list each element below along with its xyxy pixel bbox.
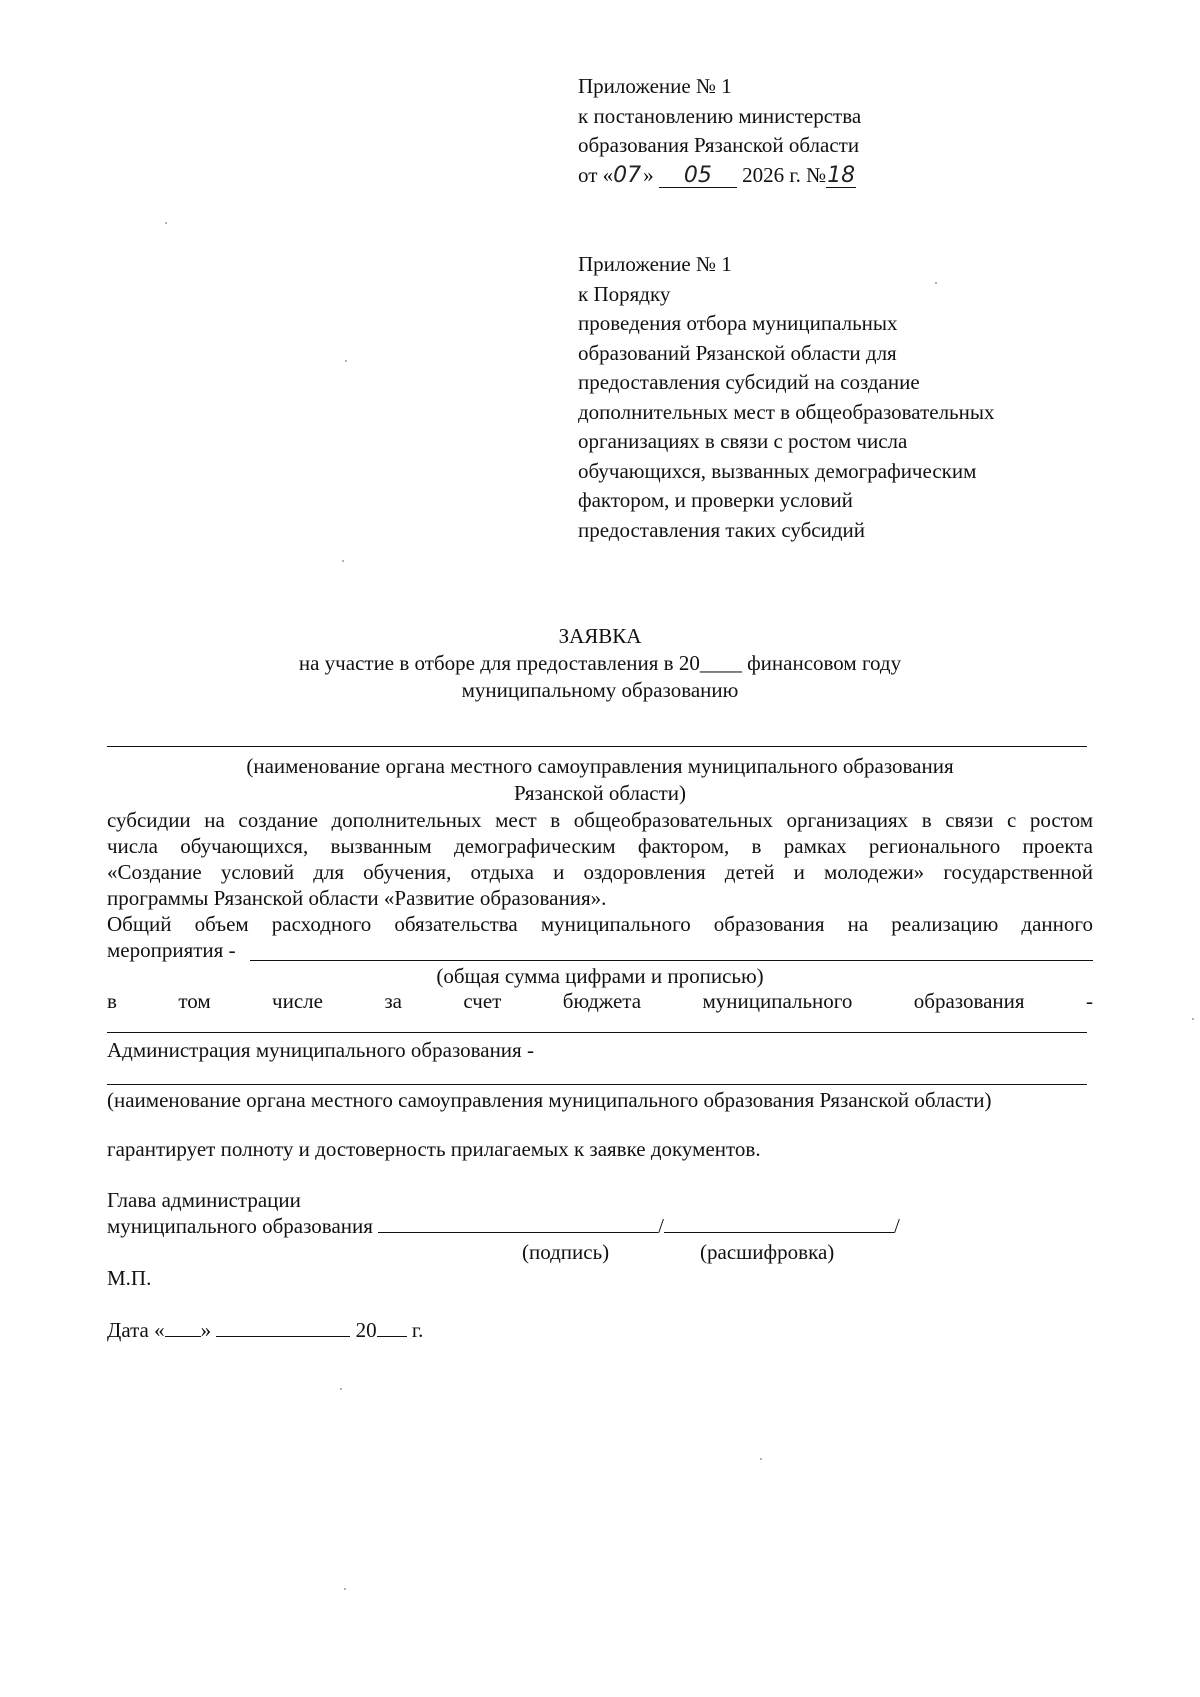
decode-field[interactable] [664, 1214, 894, 1233]
header2-line: к Порядку [578, 281, 671, 306]
slash-1: / [658, 1214, 664, 1238]
date-year: 2026 г. № [742, 162, 827, 187]
guarantee-text: гарантирует полноту и достоверность прилагаемых к заявке документов. [107, 1137, 761, 1161]
date-prefix: от « [578, 162, 614, 187]
date-line [107, 1316, 423, 1346]
header-appendix-1 [578, 72, 861, 190]
including-word: за [384, 989, 402, 1013]
date-year-field[interactable] [377, 1318, 407, 1337]
title-line3: муниципальному образованию [461, 678, 739, 702]
para1-line: числа обучающихся, вызванным демографическим фактором, в рамках регионального проекта [107, 834, 1093, 858]
para2-line1: Общий объем расходного обязательства муниципального образования на реализацию данного [107, 912, 1093, 936]
header-appendix-order [578, 250, 994, 545]
header2-line: проведения отбора муниципальных [578, 311, 898, 335]
date-label: Дата « [107, 1318, 165, 1342]
handwritten-number: 18 [827, 162, 856, 188]
fill-line-municipality[interactable] [107, 746, 1087, 747]
handwritten-day: 07 [613, 162, 642, 188]
para2-line2: мероприятия - [107, 938, 236, 962]
date-mid: » [643, 162, 654, 187]
header2-line: предоставления субсидий на создание [578, 370, 920, 394]
scan-speck [340, 1388, 342, 1390]
date-day-field[interactable] [165, 1318, 201, 1337]
signature-title-line1: Глава администрации [107, 1188, 301, 1212]
header1-line: Приложение № 1 [578, 74, 732, 98]
header1-line: образования Рязанской области [578, 133, 860, 157]
slash-2: / [894, 1214, 900, 1238]
header2-line: предоставления таких субсидий [578, 517, 866, 542]
scan-speck [1192, 1018, 1194, 1020]
including-word: - [1085, 989, 1093, 1013]
including-line [107, 987, 1093, 1017]
header1-date-line [578, 161, 861, 191]
header1-line: к постановлению министерства [578, 103, 862, 128]
header2-line: организациях в связи с ростом числа [578, 429, 908, 453]
fill-line-municipal-budget[interactable] [107, 1032, 1087, 1033]
header2-line: фактором, и проверки условий [578, 488, 853, 512]
including-word: счет [463, 989, 502, 1013]
date-suffix: г. [411, 1318, 424, 1342]
para1-last-line: программы Рязанской области «Развитие образования». [107, 886, 607, 910]
caption-signature: (подпись) [522, 1240, 610, 1264]
header2-line: образований Рязанской области для [578, 340, 897, 365]
scan-speck [935, 282, 937, 284]
scan-speck [342, 560, 344, 562]
scan-speck [344, 1588, 346, 1590]
header2-line: Приложение № 1 [578, 252, 732, 276]
fill-line-admin-name[interactable] [107, 1084, 1087, 1085]
scan-speck [760, 1458, 762, 1460]
caption-admin-organ: (наименование органа местного самоуправления муниципального образования Рязанской области) [107, 1088, 992, 1112]
title-main: ЗАЯВКА [558, 624, 642, 648]
including-word: том [178, 989, 211, 1013]
signature-field[interactable] [378, 1214, 658, 1233]
scan-speck [345, 360, 347, 362]
including-word: числе [272, 989, 323, 1013]
caption-organ-line1: (наименование органа местного самоуправления муниципального образования [246, 754, 954, 778]
date-year-prefix: 20 [355, 1318, 377, 1342]
admin-line: Администрация муниципального образования - [107, 1038, 534, 1062]
including-word: бюджета [562, 989, 642, 1013]
date-close: » [200, 1318, 212, 1342]
caption-organ-line2: Рязанской области) [513, 781, 687, 805]
scan-speck [165, 222, 167, 224]
signature-label: муниципального образования [107, 1214, 373, 1238]
handwritten-month: 05 [659, 165, 737, 188]
including-word: образования [913, 989, 1025, 1013]
header2-line: обучающихся, вызванных демографическим [578, 458, 977, 483]
date-month-field[interactable] [216, 1318, 350, 1337]
including-word: в [107, 989, 117, 1013]
para1-line: «Создание условий для обучения, отдыха и оздоровления детей и молодежи» государственной [107, 860, 1093, 884]
fill-line-total-sum[interactable] [250, 960, 1093, 961]
title-line2: на участие в отборе для предоставления в 20____ финансовом году [298, 651, 902, 675]
caption-total-sum: (общая сумма цифрами и прописью) [436, 964, 764, 988]
caption-decode: (расшифровка) [700, 1240, 835, 1264]
header2-line: дополнительных мест в общеобразовательных [578, 399, 995, 424]
para1-line: субсидии на создание дополнительных мест в общеобразовательных организациях в связи с ростом [107, 808, 1093, 832]
stamp-place: М.П. [107, 1266, 152, 1290]
including-word: муниципального [702, 989, 853, 1013]
